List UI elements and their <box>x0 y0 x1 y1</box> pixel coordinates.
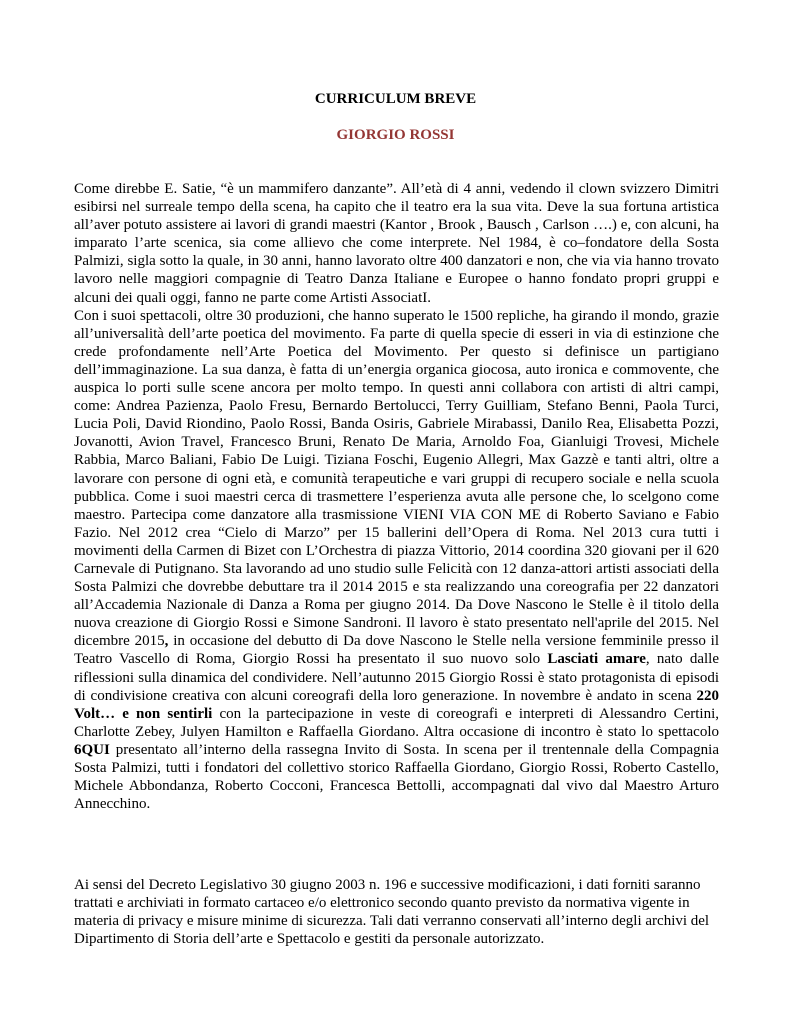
paragraph-text: Con i suoi spettacoli, oltre 30 produzioni, che hanno superato le 1500 repliche, ha girando il mondo, grazie all’universalità dell’arte poetica del movimento. Fa parte di quella specie di esseri in via di estinzione che crede profondamente nell’Arte Poetica del Movimento. Per questo si definisce un partigiano dell’immaginazione. La sua danza, è fatta di un’energia organica giocosa, auto ironica e commovente, che auspica lo porti sulle scene ancora per molto tempo. In questi anni collabora con artisti di altri campi, come: Andrea Pazienza, Paolo Fresu, Bernardo Bertolucci, Terry Guilliam, Stefano Benni, Paola Turci, Lucia Poli, David Riondino, Paolo Rossi, Banda Osiris, Gabriele Mirabassi, Danilo Rea, Elisabetta Pozzi, Jovanotti, Avion Travel, Francesco Bruni, Renato De Maria, Arnoldo Foa, Gianluigi Trovesi, Michele Rabbia, Marco Baliani, Fabio De Luigi. Tiziana Foschi, Eugenio Allegri, Max Gazzè e tanti altri, oltre a lavorare con persone di ogni età, e comunità terapeutiche e vari gruppi di recupero sociale e nella scuola pubblica. Come i suoi maestri cerca di trasmettere l’esperienza avuta alle persone che, lo scelgono come maestro. Partecipa come danzatore alla trasmissione VIENI VIA CON ME di Roberto Saviano e Fabio Fazio. Nel 2012 crea “Cielo di Marzo” per 15 ballerini dell’Opera di Roma. Nel 2013 cura tutti i movimenti della Carmen di Bizet con L’Orchestra di piazza Vittorio, 2014 coordina 320 giovani per il 620 Carnevale di Putignano. Sta lavorando ad uno studio sulle Felicità con 12 danza-attori artisti associati della Sosta Palmizi che dovrebbe debuttare tra il 2014 2015 e sta realizzando una coreografia per 22 danzatori all’Accademia Nazionale di Danza a Roma per giugno 2014. Da Dove Nascono le Stelle è il titolo della nuova creazione di Giorgio Rossi e Simone Sandroni. Il lavoro è stato presentato nell'aprile del 2015. Nel dicembre 2015 <box>74 307 719 650</box>
privacy-paragraph: Ai sensi del Decreto Legislativo 30 giugno 2003 n. 196 e successive modificazioni, i dati forniti saranno trattati e archiviati in formato cartaceo e/o elettronico secondo quanto previsto da normativa vigente in materia di privacy e misure minime di sicurezza. Tali dati verranno conservati all’interno degli archivi del Dipartimento di Storia dell’arte e Spettacolo e gestiti da personale autorizzato. <box>74 877 710 948</box>
biography-body <box>74 180 719 813</box>
paragraph-text: con la partecipazione in veste di coreografi e interpreti di Alessandro Certini, Charlotte Zebey, Julyen Hamilton e Raffaella Giordano. Altra occasione di incontro è stato lo spettacolo <box>74 705 720 740</box>
biography-paragraph-2 <box>74 307 719 814</box>
show-title-6qui: 6QUI <box>74 741 110 758</box>
show-title-lasciati-amare: Lasciati amare <box>547 651 646 668</box>
biography-paragraph-1: Come direbbe E. Satie, “è un mammifero danzante”. All’età di 4 anni, vedendo il clown svizzero Dimitri esibirsi nel surreale tempo della scena, ha capito che il teatro era la sua vita. Deve la sua fortuna artistica all’aver potuto assistere ai lavori di grandi maestri (Kantor , Brook , Bausch , Carlson ….) e, con alcuni, ha imparato l’arte scenica, sia come allievo che come interprete. Nel 1984, è co–fondatore della Sosta Palmizi, sigla sotto la quale, in 30 anni, hanno lavorato oltre 400 danzatori e non, che via via hanno trovato lavoro nelle maggiori compagnie di Teatro Danza Italiane e Europee o hanno fondato propri gruppi e alcuni dei quali oggi, fanno ne parte come Artisti AssociatI. <box>74 181 719 306</box>
show-title-220-volt: 220 Volt… e non sentirli <box>74 687 719 722</box>
document-title: CURRICULUM BREVE <box>314 91 477 107</box>
person-name: GIORGIO ROSSI <box>336 127 455 143</box>
paragraph-bold-comma: , <box>164 633 169 650</box>
privacy-notice <box>74 876 719 948</box>
paragraph-text: presentato all’interno della rassegna Invito di Sosta. In scena per il trentennale della Compagnia Sosta Palmizi, tutti i fondatori del collettivo storico Raffaella Giordano, Giorgio Rossi, Roberto Castello, Michele Abbondanza, Roberto Cocconi, Francesca Bettolli, accompagnati dal vivo dal Maestro Arturo Annecchino. <box>74 741 719 813</box>
paragraph-text: , nato dalle riflessioni sulla dinamica del condividere. Nell’autunno 2015 Giorgio Rossi è stato protagonista di episodi di condivisione creativa con alcuni coreografi della loro generazione. In novembre è andato in scena <box>74 651 719 704</box>
paragraph-text: in occasione del debutto di Da dove Nascono le Stelle nella versione femminile presso il Teatro Vascello di Roma, Giorgio Rossi ha presentato il suo nuovo solo <box>74 633 719 668</box>
